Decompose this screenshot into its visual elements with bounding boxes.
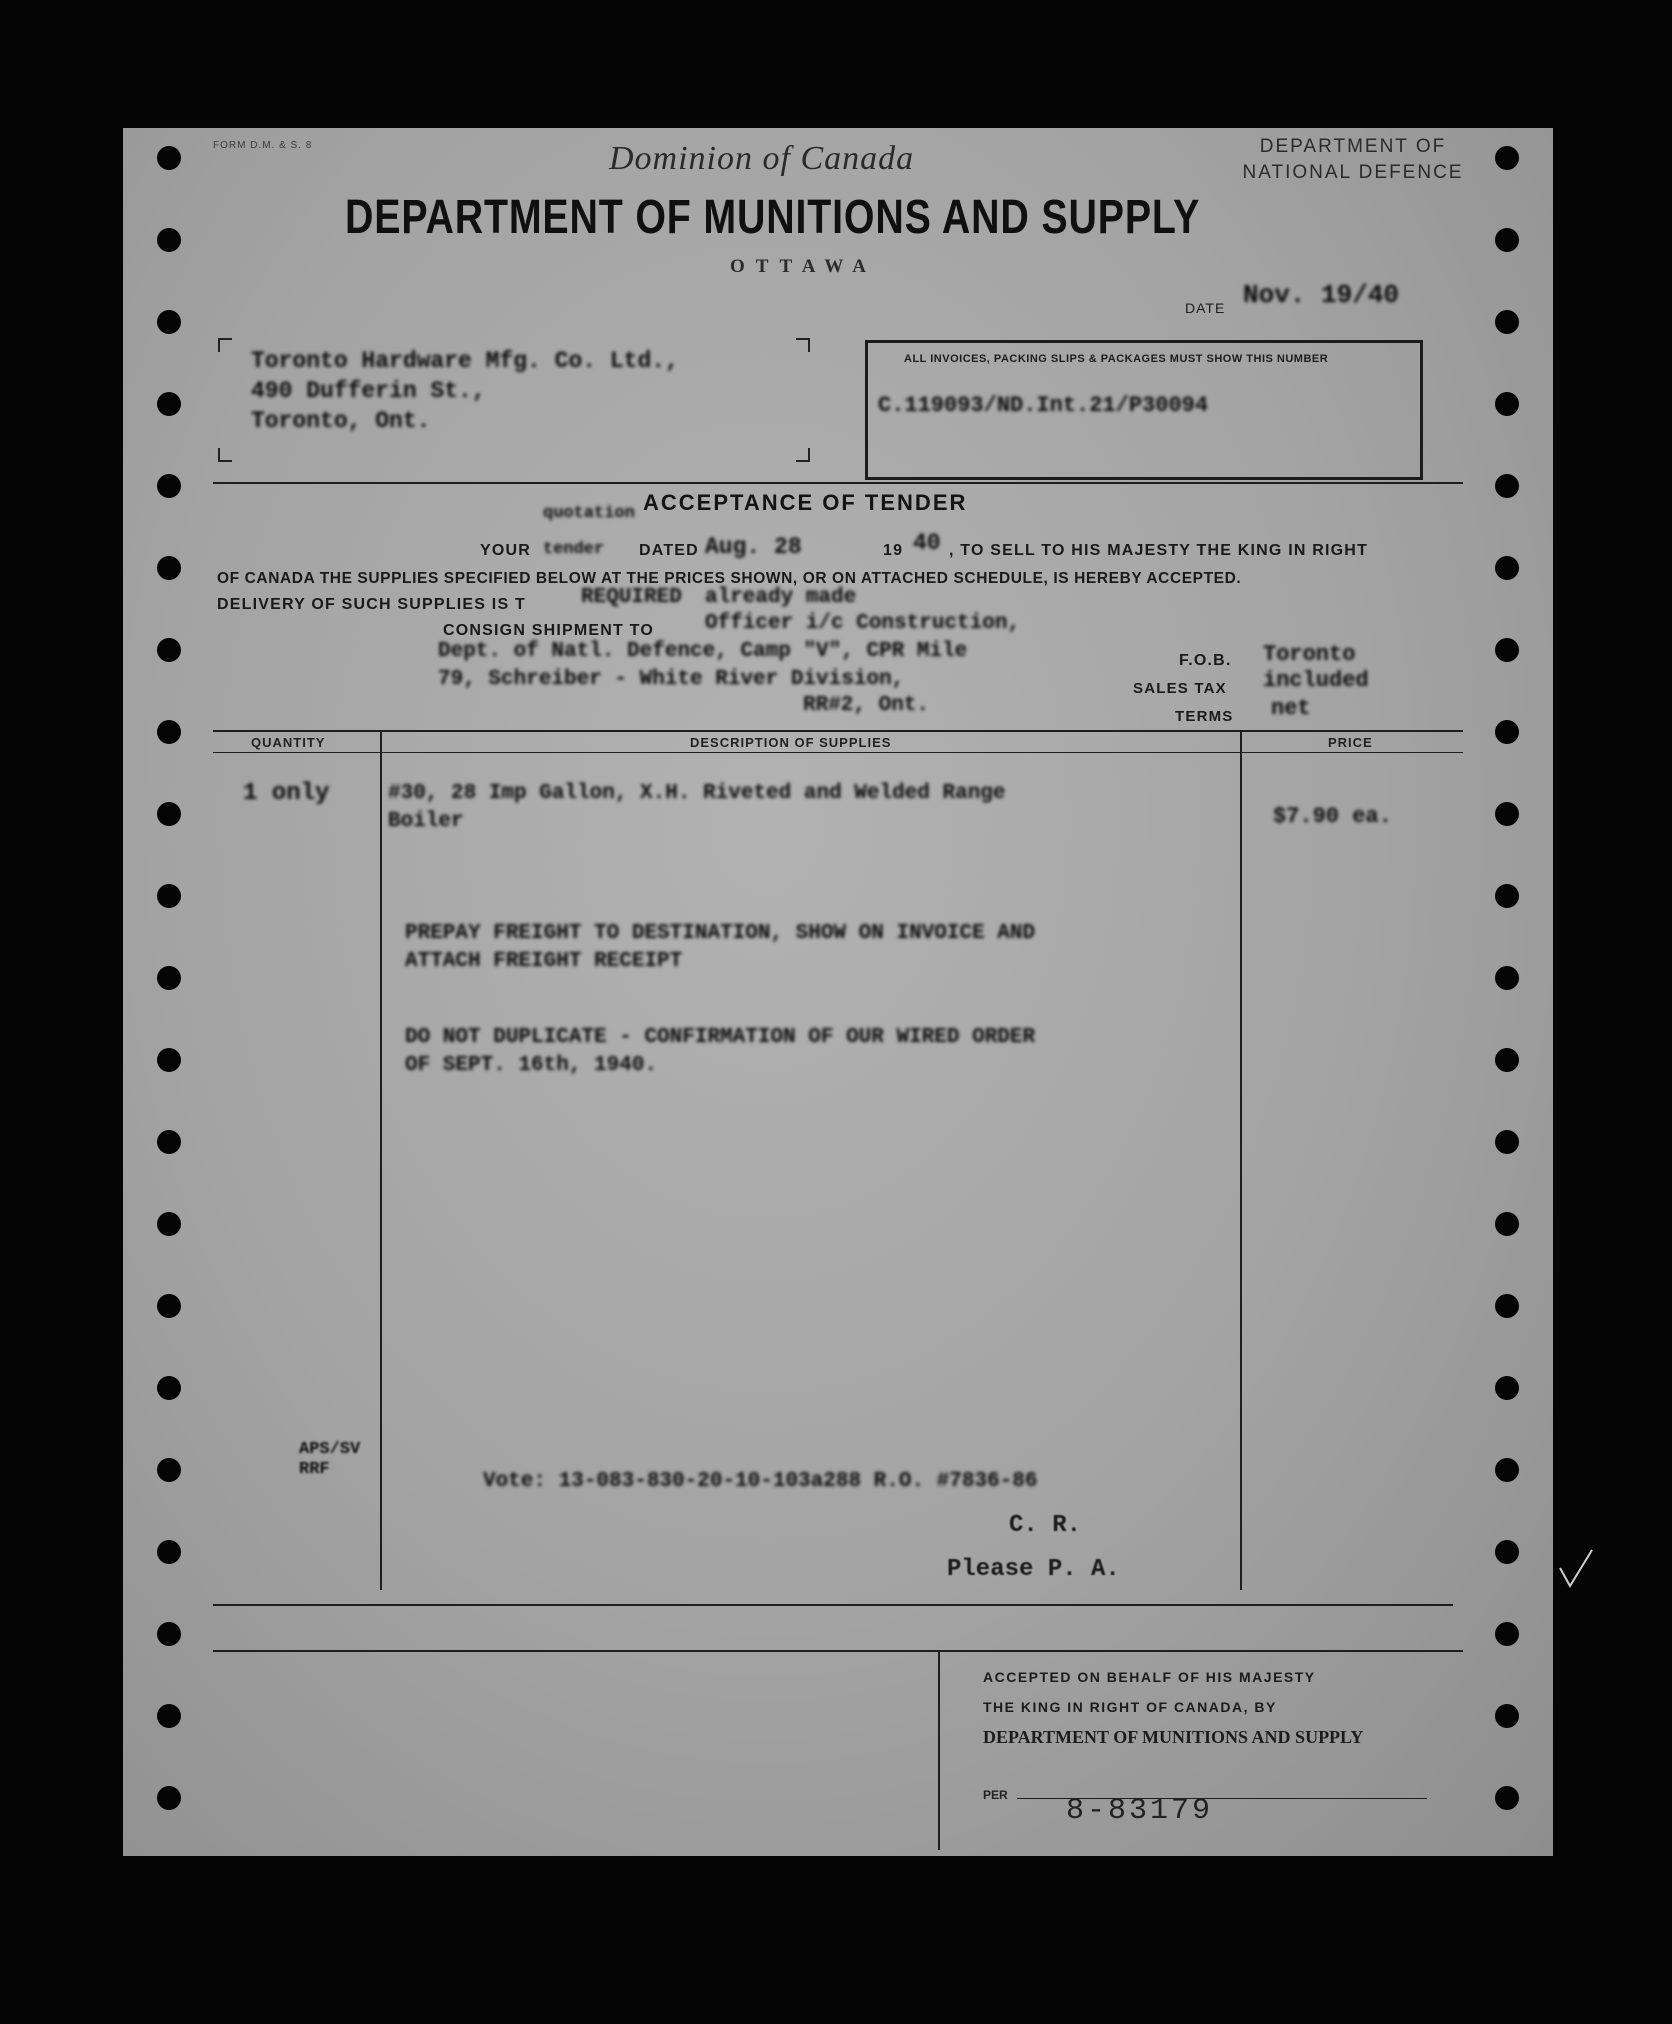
col-price: PRICE (1328, 735, 1373, 750)
tender-type-struck: tender (543, 540, 605, 559)
separator-line (213, 482, 1463, 484)
typist-initials (299, 1440, 360, 1480)
col-description: DESCRIPTION OF SUPPLIES (690, 735, 892, 750)
sprocket-hole (1495, 1458, 1519, 1482)
consign-line1: Officer i/c Construction, (705, 612, 1021, 635)
table-divider-right (1240, 730, 1242, 1590)
acceptance-heading: ACCEPTANCE OF TENDER (643, 490, 968, 515)
sprocket-hole (157, 1048, 181, 1072)
delivery-typed: already made (705, 586, 857, 609)
sprocket-hole (157, 1376, 181, 1400)
sprocket-hole (1495, 966, 1519, 990)
tender-type-typed: quotation (543, 504, 635, 523)
sprocket-hole (1495, 146, 1519, 170)
sprocket-hole (157, 556, 181, 580)
acceptance-line1: , TO SELL TO HIS MAJESTY THE KING IN RIGHT (949, 542, 1369, 559)
terms-value: net (1271, 696, 1311, 721)
initials-line1: APS/SV (299, 1440, 361, 1459)
sprocket-hole (1495, 556, 1519, 580)
duplicate-note (405, 1024, 1035, 1080)
freight-note (405, 920, 1035, 976)
sprocket-hole (157, 310, 181, 334)
form-number: FORM D.M. & S. 8 (213, 140, 313, 151)
sprocket-hole (1495, 1376, 1519, 1400)
date-value: Nov. 19/40 (1243, 280, 1400, 310)
check-mark (1556, 1546, 1596, 1592)
delivery-label: DELIVERY OF SUCH SUPPLIES IS T (217, 596, 526, 613)
description-line1: #30, 28 Imp Gallon, X.H. Riveted and Welded Range (388, 782, 1006, 805)
document-sheet (123, 128, 1553, 1856)
sprocket-hole (1495, 1786, 1519, 1810)
sprocket-hole (157, 1130, 181, 1154)
sales-tax-value: included (1263, 668, 1369, 693)
address-corner (218, 338, 232, 352)
col-quantity: QUANTITY (251, 735, 326, 750)
sprocket-hole (157, 1458, 181, 1482)
vendor-address (251, 346, 679, 436)
vendor-line3: Toronto, Ont. (251, 408, 431, 434)
table-bottom-line (213, 1604, 1453, 1606)
sprocket-hole (157, 228, 181, 252)
sprocket-hole (157, 638, 181, 662)
sprocket-hole (157, 720, 181, 744)
sprocket-hole (1495, 1540, 1519, 1564)
fob-label: F.O.B. (1179, 652, 1232, 669)
sprocket-hole (1495, 1048, 1519, 1072)
sprocket-hole (1495, 310, 1519, 334)
consign-line3: 79, Schreiber - White River Division, (438, 668, 905, 691)
sprocket-hole (157, 392, 181, 416)
department-national-defence (1223, 134, 1483, 186)
footer-line (213, 1650, 1463, 1652)
freight-note-line1: PREPAY FREIGHT TO DESTINATION, SHOW ON INVOICE AND (405, 922, 1036, 945)
description-line2: Boiler (388, 810, 464, 833)
address-corner (218, 448, 232, 462)
consign-line2: Dept. of Natl. Defence, Camp "V", CPR Mile (438, 640, 968, 663)
sprocket-hole (157, 1704, 181, 1728)
year-prefix: 19 (883, 542, 904, 559)
footer-divider (938, 1650, 940, 1850)
sprocket-hole (1495, 720, 1519, 744)
your-label: YOUR (480, 542, 532, 559)
handwritten-note: Please P. A. (947, 1556, 1120, 1583)
vote-reference: Vote: 13-083-830-20-10-103a288 R.O. #7836-86 (483, 1470, 1038, 1493)
sprocket-hole (1495, 1212, 1519, 1236)
delivery-struck: REQUIRED (581, 586, 682, 609)
sprocket-hole (1495, 474, 1519, 498)
initials-line2: RRF (299, 1460, 330, 1479)
table-divider-left (380, 730, 382, 1590)
fob-value: Toronto (1263, 642, 1356, 667)
item-quantity: 1 only (243, 780, 330, 807)
sprocket-hole (157, 966, 181, 990)
terms-label: TERMS (1175, 708, 1234, 725)
sprocket-hole (157, 884, 181, 908)
freight-note-line2: ATTACH FREIGHT RECEIPT (405, 950, 683, 973)
item-description (388, 780, 1006, 836)
per-label: PER (983, 1788, 1008, 1802)
order-number-value: C.119093/ND.Int.21/P30094 (878, 393, 1209, 418)
sprocket-hole (1495, 392, 1519, 416)
accepted-line1: ACCEPTED ON BEHALF OF HIS MAJESTY (983, 1669, 1316, 1685)
dept-nd-line1: DEPARTMENT OF (1259, 136, 1447, 157)
sprocket-hole (1495, 1294, 1519, 1318)
sprocket-hole (1495, 1704, 1519, 1728)
table-header-line (213, 752, 1463, 753)
sprocket-hole (1495, 1622, 1519, 1646)
year-typed: 40 (913, 530, 941, 556)
vendor-line1: Toronto Hardware Mfg. Co. Ltd., (251, 348, 679, 374)
sprocket-hole (1495, 638, 1519, 662)
handwritten-initials: C. R. (1009, 1512, 1082, 1539)
order-number-caption: ALL INVOICES, PACKING SLIPS & PACKAGES MUST SHOW THIS NUMBER (904, 353, 1329, 365)
sprocket-hole (1495, 228, 1519, 252)
sales-tax-label: SALES TAX (1133, 680, 1227, 697)
vendor-line2: 490 Dufferin St., (251, 378, 486, 404)
sprocket-hole (157, 1786, 181, 1810)
sprocket-hole (157, 1212, 181, 1236)
date-label: DATE (1185, 300, 1226, 316)
consign-label: CONSIGN SHIPMENT TO (443, 622, 654, 639)
order-number-box (865, 340, 1423, 480)
sprocket-hole (157, 1294, 181, 1318)
accepted-line3: DEPARTMENT OF MUNITIONS AND SUPPLY (983, 1727, 1364, 1747)
sprocket-hole (157, 1540, 181, 1564)
accepted-line2: THE KING IN RIGHT OF CANADA, BY (983, 1699, 1277, 1715)
duplicate-note-line2: OF SEPT. 16th, 1940. (405, 1054, 658, 1077)
sprocket-hole (1495, 802, 1519, 826)
city-title: OTTAWA (730, 256, 877, 277)
sprocket-hole (157, 146, 181, 170)
sprocket-hole (1495, 1130, 1519, 1154)
department-title: DEPARTMENT OF MUNITIONS AND SUPPLY (345, 191, 1201, 244)
table-top-line (213, 730, 1463, 732)
stamp-number: 8-83179 (1066, 1794, 1214, 1828)
dated-label: DATED (639, 542, 699, 559)
tender-date: Aug. 28 (705, 534, 802, 560)
sprocket-hole (157, 474, 181, 498)
sprocket-hole (157, 802, 181, 826)
sprocket-hole (1495, 884, 1519, 908)
address-corner (796, 338, 810, 352)
dept-nd-line2: NATIONAL DEFENCE (1242, 162, 1464, 183)
dominion-title: Dominion of Canada (609, 140, 915, 177)
item-price: $7.90 ea. (1273, 804, 1392, 829)
sprocket-hole (157, 1622, 181, 1646)
address-corner (796, 448, 810, 462)
acceptance-line2: OF CANADA THE SUPPLIES SPECIFIED BELOW AT THE PRICES SHOWN, OR ON ATTACHED SCHEDULE, IS HEREBY ACCEPTED. (217, 570, 1242, 587)
duplicate-note-line1: DO NOT DUPLICATE - CONFIRMATION OF OUR WIRED ORDER (405, 1026, 1036, 1049)
accepted-block (983, 1662, 1363, 1752)
consign-line4: RR#2, Ont. (803, 694, 930, 717)
